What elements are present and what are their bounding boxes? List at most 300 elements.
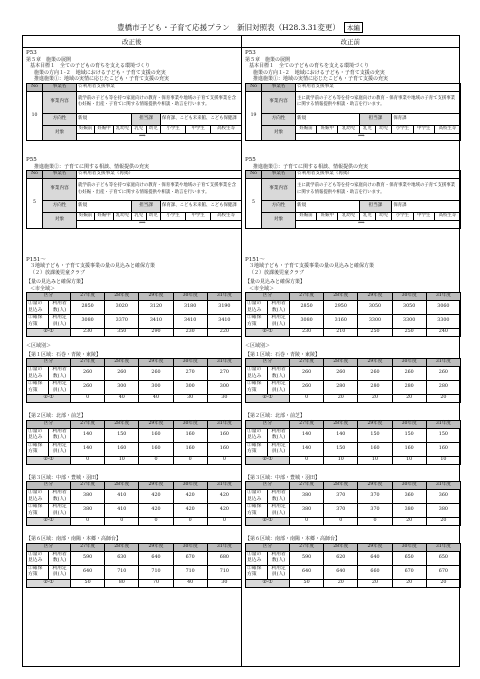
value-cell: 10 (358, 456, 392, 464)
area-table (26, 481, 242, 526)
year-header: 31年度 (207, 293, 241, 301)
year-header: 27年度 (290, 293, 324, 301)
year-header: 30年度 (392, 543, 426, 551)
value-cell: 260 (139, 367, 173, 381)
value-cell: 710 (139, 565, 173, 579)
section-3: ３地域子ども・子育て支援事業の量の見込みと確保方策 (30, 263, 156, 269)
year-header: 29年度 (358, 293, 392, 301)
row-sublabel: 利用定員(人) (268, 504, 290, 518)
target-arrow: ⟺ (77, 133, 242, 141)
value-cell: 20 (358, 579, 392, 587)
area-title: 【第６区域：南部・南陽・本郷・高師台】 (26, 536, 122, 542)
value-cell: 710 (105, 565, 139, 579)
value-cell: 0 (71, 395, 105, 403)
value-cell: 10 (426, 456, 460, 464)
row-sublabel: 利用定員(人) (268, 565, 290, 579)
value-cell: 20 (426, 518, 460, 526)
target-cell: 高校生等 (434, 125, 460, 133)
year-header: 28年度 (105, 543, 139, 551)
value-cell: 20 (392, 395, 426, 403)
value-cell: 0 (358, 518, 392, 526)
project-content: 就学前の子ども等を持つ家庭向けの教育・保育事業や地域の子育て支援事業を含む妊娠・出産・子育てに関する情報提供や相談・助言を行います。 (77, 91, 242, 113)
row-label: ②確保方策 (27, 442, 49, 456)
value-cell: 0 (290, 456, 324, 464)
value-cell: 420 (173, 504, 207, 518)
target-arrow: ⟺ (296, 221, 461, 229)
value-cell: 280 (392, 381, 426, 395)
project-number: 19 (246, 91, 262, 141)
value-cell: 3410 (207, 315, 241, 329)
diff-label: ②-① (246, 395, 290, 403)
direction-value: 新規 (296, 113, 360, 125)
target-cell: 幼児 (376, 125, 392, 133)
value-cell: 650 (426, 551, 460, 565)
value-cell: 140 (290, 442, 324, 456)
value-cell: 370 (358, 490, 392, 504)
year-header: 29年度 (358, 482, 392, 490)
target-header: 対象 (262, 125, 296, 141)
row-sublabel: 利用者数(人) (49, 367, 71, 381)
value-cell: 160 (139, 442, 173, 456)
target-cell: 高校生等 (211, 213, 242, 221)
value-cell: 160 (207, 428, 241, 442)
year-header: 29年度 (358, 359, 392, 367)
kubun-header: 区分 (246, 482, 290, 490)
area-title: 【第１区域：石巻・青陵・東陵】 (26, 351, 102, 358)
city-table (26, 292, 242, 337)
value-cell: 160 (173, 442, 207, 456)
value-cell: 380 (392, 504, 426, 518)
year-header: 30年度 (173, 293, 207, 301)
area-table (245, 481, 461, 526)
value-cell: 640 (324, 565, 358, 579)
area-title: 【第３区域：中部・豊城・羽田】 (26, 474, 102, 481)
value-cell: 20 (426, 579, 460, 587)
dept-header: 担当課 (132, 201, 161, 213)
year-header: 30年度 (173, 543, 207, 551)
diff-label: ②-① (27, 579, 71, 587)
project-content: 就学前の子ども等を持つ家庭向けの教育・保育事業や地域の子育て支援事業を含む妊娠・出産・子育てに関する情報提供や相談・助言を行います。 (77, 179, 242, 201)
target-cell: 妊娠前 (77, 125, 95, 133)
value-cell: 360 (392, 490, 426, 504)
direction-header: 方向性 (262, 113, 296, 125)
year-header: 27年度 (290, 420, 324, 428)
target-cell: 乳幼児 (113, 213, 131, 221)
value-cell: 260 (105, 367, 139, 381)
value-cell: 220 (207, 329, 241, 337)
value-cell: 160 (358, 442, 392, 456)
kubun-header: 区分 (27, 293, 71, 301)
value-cell: 140 (71, 428, 105, 442)
value-cell: 370 (358, 504, 392, 518)
direction-header: 方向性 (262, 201, 296, 213)
direction-value: 新規 (296, 201, 360, 213)
value-cell: 260 (71, 381, 105, 395)
value-cell: 160 (139, 428, 173, 442)
year-header: 29年度 (139, 543, 173, 551)
year-header: 29年度 (139, 420, 173, 428)
year-header: 27年度 (290, 482, 324, 490)
target-cell: 乳児 (359, 125, 375, 133)
dept-value: 保育課、こども未来館、こども保健課 (161, 113, 242, 125)
area-label: ＜区域別＞ (26, 343, 52, 349)
value-cell: 3160 (324, 315, 358, 329)
value-cell: 70 (139, 579, 173, 587)
direction-header: 方向性 (43, 113, 77, 125)
area-table (245, 358, 461, 403)
value-cell: 260 (358, 367, 392, 381)
target-cell: 中学生 (186, 213, 211, 221)
year-header: 30年度 (392, 293, 426, 301)
value-cell: 370 (324, 504, 358, 518)
row-sublabel: 利用定員(人) (268, 442, 290, 456)
row-sublabel: 利用者数(人) (268, 301, 290, 315)
row-sublabel: 利用定員(人) (49, 442, 71, 456)
value-cell: 160 (426, 442, 460, 456)
value-cell: 290 (139, 329, 173, 337)
year-header: 29年度 (139, 293, 173, 301)
value-cell: 0 (71, 456, 105, 464)
value-cell: 10 (324, 456, 358, 464)
dept-header: 担当課 (359, 201, 392, 213)
city-wide-label: ＜市全域＞ (30, 285, 56, 292)
value-cell: 140 (290, 428, 324, 442)
year-header: 28年度 (324, 543, 358, 551)
value-cell: 3300 (426, 315, 460, 329)
value-cell: 210 (324, 329, 358, 337)
target-cell: 乳幼児 (338, 125, 359, 133)
target-cell: 妊娠前 (77, 213, 95, 221)
value-cell: 380 (290, 504, 324, 518)
content-header: 事業内容 (43, 91, 77, 113)
row-label: ②確保方策 (27, 381, 49, 395)
value-cell: 710 (207, 565, 241, 579)
row-label: ②確保方策 (246, 565, 268, 579)
column-after: 改正後 (23, 36, 242, 47)
row-sublabel: 利用者数(人) (49, 551, 71, 565)
year-header: 28年度 (324, 359, 358, 367)
value-cell: 40 (173, 579, 207, 587)
year-header: 29年度 (358, 543, 392, 551)
value-cell: 270 (207, 367, 241, 381)
value-cell: 0 (105, 518, 139, 526)
target-arrow: ⟺ (296, 133, 461, 141)
value-cell: 0 (173, 456, 207, 464)
value-cell: 150 (358, 428, 392, 442)
target-cell: 乳幼児 (113, 125, 131, 133)
section-badge: 本編 (344, 22, 363, 33)
value-cell: 0 (139, 518, 173, 526)
value-cell: 50 (71, 579, 105, 587)
row-sublabel: 利用者数(人) (268, 551, 290, 565)
year-header: 30年度 (392, 420, 426, 428)
target-cell: 乳児 (359, 213, 375, 221)
value-cell: 260 (71, 367, 105, 381)
target-cell: 中学生 (413, 125, 434, 133)
value-cell: 2850 (290, 301, 324, 315)
value-cell: 140 (324, 428, 358, 442)
value-cell: 150 (426, 428, 460, 442)
year-header: 31年度 (426, 359, 460, 367)
year-header: 31年度 (207, 420, 241, 428)
target-cell: 小学生 (392, 213, 413, 221)
value-cell: 230 (173, 329, 207, 337)
basic-goal: 基本目標１ 全ての子どもの育ちを支える環境づくり (249, 63, 370, 69)
direction-header: 方向性 (43, 201, 77, 213)
value-cell: 590 (290, 551, 324, 565)
value-cell: 640 (290, 565, 324, 579)
value-cell: 30 (207, 579, 241, 587)
policy-direction: 施策の方向１-２ 地域における子ども・子育て支援の充実 (253, 69, 385, 76)
value-cell: 360 (426, 490, 460, 504)
value-cell: 20 (392, 518, 426, 526)
value-cell: 300 (207, 381, 241, 395)
content-header: 事業内容 (262, 91, 296, 113)
value-cell: 20 (358, 395, 392, 403)
value-cell: 3120 (139, 301, 173, 315)
value-cell: 50 (290, 579, 324, 587)
no-header: No (27, 83, 43, 91)
target-arrow: ⟺ (77, 221, 242, 229)
target-cell: 乳幼児 (338, 213, 359, 221)
year-header: 30年度 (392, 359, 426, 367)
area-table (26, 543, 242, 588)
value-cell: 3020 (105, 301, 139, 315)
area-title: 【第１区域：石巻・青陵・東陵】 (245, 351, 321, 358)
area-table (26, 358, 242, 403)
row-sublabel: 利用定員(人) (49, 565, 71, 579)
value-cell: 20 (324, 579, 358, 587)
section-3: ３地域子ども・子育て支援事業の量の見込みと確保方策 (249, 263, 375, 269)
project-name: ☆利用者支援事業 (296, 83, 461, 91)
dept-header: 担当課 (132, 113, 161, 125)
value-cell: 640 (71, 565, 105, 579)
area-title: 【第２区域：北部・前芝】 (26, 413, 87, 419)
target-cell: 高校生等 (434, 213, 460, 221)
value-cell: 250 (392, 329, 426, 337)
value-cell: 140 (71, 442, 105, 456)
value-cell: 420 (173, 490, 207, 504)
kubun-header: 区分 (246, 543, 290, 551)
value-cell: 20 (392, 579, 426, 587)
value-cell: 2950 (324, 301, 358, 315)
row-label: ②確保方策 (27, 565, 49, 579)
year-header: 27年度 (71, 543, 105, 551)
value-cell: 150 (324, 442, 358, 456)
value-cell: 300 (105, 381, 139, 395)
target-cell: 中学生 (186, 125, 211, 133)
year-header: 31年度 (207, 543, 241, 551)
page-ref-151: P151〜 (26, 256, 46, 263)
project-content: 主に就学前の子ども等を持つ家庭向けの教育・保育事業や地域の子育て支援事業に関する情報提供や相談・助言を行います。 (296, 91, 461, 113)
row-label: ①量の見込み (246, 367, 268, 381)
value-cell: 40 (105, 395, 139, 403)
direction-value: 新規 (77, 201, 132, 213)
value-cell: 0 (71, 518, 105, 526)
kubun-header: 区分 (246, 420, 290, 428)
year-header: 27年度 (71, 482, 105, 490)
column-before: 改正前 (340, 38, 360, 46)
value-cell: 410 (105, 504, 139, 518)
value-cell: 80 (105, 579, 139, 587)
kubun-header: 区分 (27, 543, 71, 551)
value-cell: 30 (207, 395, 241, 403)
value-cell: 10 (392, 456, 426, 464)
diff-label: ②-① (246, 579, 290, 587)
diff-label: ②-① (246, 518, 290, 526)
value-cell: 670 (173, 551, 207, 565)
target-cell: 小学生 (161, 125, 186, 133)
row-label: ②確保方策 (27, 315, 49, 329)
year-header: 29年度 (358, 420, 392, 428)
row-label: ①量の見込み (27, 490, 49, 504)
target-cell: 乳児 (132, 125, 146, 133)
year-header: 27年度 (71, 293, 105, 301)
value-cell: 380 (426, 504, 460, 518)
value-cell: 3080 (290, 315, 324, 329)
row-sublabel: 利用者数(人) (49, 490, 71, 504)
row-sublabel: 利用定員(人) (268, 381, 290, 395)
row-label: ①量の見込み (27, 551, 49, 565)
target-cell: 幼児 (146, 125, 160, 133)
value-cell: 3080 (71, 315, 105, 329)
year-header: 27年度 (71, 420, 105, 428)
value-cell: 160 (207, 442, 241, 456)
project-name-header: 事業名 (262, 83, 296, 91)
document-title: 豊橋市子ども・子育て応援プラン 新旧対照表（H28.3.31変更） (117, 23, 340, 32)
measure-1: 推進施策①：地域の実情に応じたこども・子育て支援の充実 (253, 76, 389, 82)
value-cell: 380 (71, 504, 105, 518)
diff-label: ②-① (27, 518, 71, 526)
value-cell: 3190 (207, 301, 241, 315)
year-header: 29年度 (139, 482, 173, 490)
section-after-school: （２）放課後児童クラブ (249, 269, 305, 276)
value-cell: 0 (290, 395, 324, 403)
row-sublabel: 利用者数(人) (268, 428, 290, 442)
year-header: 31年度 (426, 482, 460, 490)
value-cell: 260 (290, 381, 324, 395)
target-cell: 小学生 (392, 125, 413, 133)
year-header: 28年度 (105, 359, 139, 367)
project-number: 5 (27, 179, 43, 229)
policy-direction: 施策の方向１-２ 地域における子ども・子育て支援の充実 (34, 69, 166, 76)
year-header: 27年度 (71, 359, 105, 367)
row-label: ①量の見込み (246, 551, 268, 565)
year-header: 28年度 (105, 293, 139, 301)
target-cell: 小学生 (161, 213, 186, 221)
value-cell: 650 (392, 551, 426, 565)
dept-header: 担当課 (359, 113, 392, 125)
basic-goal: 基本目標１ 全ての子どもの育ちを支える環境づくり (30, 63, 151, 69)
value-cell: 250 (358, 329, 392, 337)
value-cell: 630 (105, 551, 139, 565)
value-cell: 3410 (139, 315, 173, 329)
row-sublabel: 利用定員(人) (49, 504, 71, 518)
value-cell: 20 (324, 395, 358, 403)
year-header: 27年度 (290, 543, 324, 551)
quantity-heading: 【量の見込みと確保方策】 (26, 279, 87, 285)
value-cell: 300 (139, 381, 173, 395)
value-cell: 380 (290, 490, 324, 504)
value-cell: 3180 (173, 301, 207, 315)
value-cell: 640 (139, 551, 173, 565)
project-content: 主に就学前の子ども等を持つ家庭向けの教育・保育事業や地域の子育て支援事業に関する情報提供や相談・助言を行います。 (296, 179, 461, 201)
row-label: ②確保方策 (246, 315, 268, 329)
no-header: No (246, 83, 262, 91)
page-ref-55: P55 (245, 157, 256, 163)
value-cell: 420 (139, 490, 173, 504)
target-cell: 高校生等 (211, 125, 242, 133)
measure-2: 推進施策②：子育てに関する相談、情報提供の充実 (34, 163, 150, 170)
project-name-header: 事業名 (262, 171, 296, 179)
value-cell: 0 (207, 518, 241, 526)
target-cell: 乳児 (132, 213, 146, 221)
row-label: ①量の見込み (27, 301, 49, 315)
value-cell: 380 (71, 490, 105, 504)
row-label: ①量の見込み (246, 301, 268, 315)
year-header: 31年度 (426, 420, 460, 428)
value-cell: 280 (324, 381, 358, 395)
kubun-header: 区分 (27, 482, 71, 490)
diff-label: ②-① (27, 456, 71, 464)
row-label: ①量の見込み (27, 428, 49, 442)
project-number: 10 (27, 91, 43, 141)
target-cell: 妊娠中 (95, 213, 113, 221)
target-cell: 妊娠中 (317, 125, 338, 133)
content-header: 事業内容 (43, 179, 77, 201)
year-header: 31年度 (426, 293, 460, 301)
area-table (26, 420, 242, 465)
diff-label: ②-① (246, 456, 290, 464)
row-sublabel: 利用者数(人) (268, 367, 290, 381)
page-ref-53: P53 (26, 50, 37, 56)
area-table (245, 543, 461, 588)
row-sublabel: 利用定員(人) (49, 315, 71, 329)
project-table (26, 83, 242, 142)
project-name: ☆利用者支援事業（再掲） (296, 171, 461, 179)
value-cell: 270 (173, 367, 207, 381)
kubun-header: 区分 (27, 420, 71, 428)
value-cell: 620 (324, 551, 358, 565)
value-cell: 160 (392, 442, 426, 456)
target-cell: 妊娠中 (317, 213, 338, 221)
row-sublabel: 利用者数(人) (268, 490, 290, 504)
value-cell: 260 (290, 367, 324, 381)
row-label: ②確保方策 (246, 381, 268, 395)
value-cell: 640 (358, 551, 392, 565)
value-cell: 280 (426, 381, 460, 395)
year-header: 31年度 (207, 482, 241, 490)
value-cell: 260 (324, 367, 358, 381)
value-cell: 2850 (71, 301, 105, 315)
value-cell: 40 (139, 395, 173, 403)
value-cell: 10 (105, 456, 139, 464)
page-ref-151: P151〜 (245, 256, 265, 263)
value-cell: 3050 (392, 301, 426, 315)
comparison-frame (22, 35, 460, 667)
city-table (245, 292, 461, 337)
value-cell: 420 (139, 504, 173, 518)
project-name-header: 事業名 (43, 171, 77, 179)
project-number: 5 (246, 179, 262, 229)
value-cell: 20 (426, 395, 460, 403)
target-cell: 幼児 (146, 213, 160, 221)
value-cell: 670 (426, 565, 460, 579)
year-header: 29年度 (139, 359, 173, 367)
year-header: 27年度 (290, 359, 324, 367)
project-table (26, 170, 242, 229)
value-cell: 420 (207, 490, 241, 504)
